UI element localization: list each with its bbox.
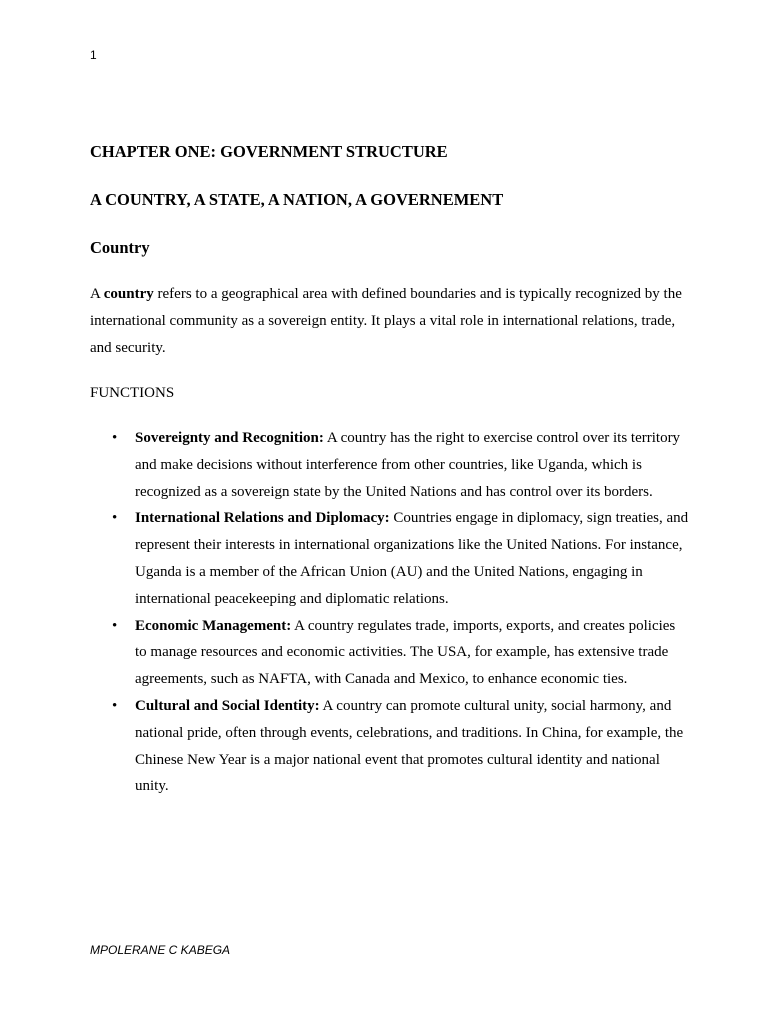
functions-list [90, 425, 690, 800]
function-item-economic [90, 613, 690, 693]
function-text: A country regulates trade, imports, exports, and creates policies to manage resources and economic activities. The USA, for example, has extensive trade agreements, such as NAFTA, with Canada and Mexico, to enhance economic ties. [135, 617, 676, 688]
bullet-icon: • [112, 617, 118, 634]
bullet-icon: • [112, 697, 118, 714]
function-text: A country can promote cultural unity, social harmony, and national pride, often through events, celebrations, and traditions. In China, for example, the Chinese New Year is a major national event that promotes cultural identity and national unity. [135, 697, 684, 795]
subsection-heading: Country [90, 238, 150, 257]
intro-text: refers to a geographical area with defined boundaries and is typically recognized by the international community as a sovereign entity. It plays a vital role in international relations, trade, and security. [90, 286, 682, 356]
bullet-icon: • [112, 510, 118, 527]
bullet-icon: • [112, 430, 118, 446]
function-text: A country has the right to exercise control over its territory and make decisions without interference from other countries, like Uganda, which is recognized as a sovereign state by the United Nations and has control over its borders. [135, 430, 681, 500]
function-title: International Relations and Diplomacy: [135, 510, 390, 527]
intro-paragraph [90, 281, 682, 362]
function-text: Countries engage in diplomacy, sign treaties, and represent their interests in international organizations like the United Nations. For instance, Uganda is a member of the African Union (AU) and the United Nations, engaging in international peacekeeping and diplomatic relations. [135, 510, 689, 607]
chapter-heading: CHAPTER ONE: GOVERNMENT STRUCTURE [90, 142, 448, 161]
function-item-cultural [90, 693, 690, 800]
functions-label: FUNCTIONS [90, 385, 175, 401]
function-title: Cultural and Social Identity: [135, 697, 320, 714]
intro-prefix: A [90, 286, 104, 302]
function-item-diplomacy [90, 505, 690, 612]
intro-bold-term: country [103, 286, 154, 302]
page-number: 1 [90, 48, 97, 62]
page-footer-author: MPOLERANE C KABEGA [90, 943, 231, 957]
function-title: Sovereignty and Recognition: [135, 430, 324, 446]
function-item-sovereignty [90, 425, 690, 505]
function-title: Economic Management: [135, 617, 292, 634]
section-heading: A COUNTRY, A STATE, A NATION, A GOVERNEMENT [90, 190, 504, 209]
